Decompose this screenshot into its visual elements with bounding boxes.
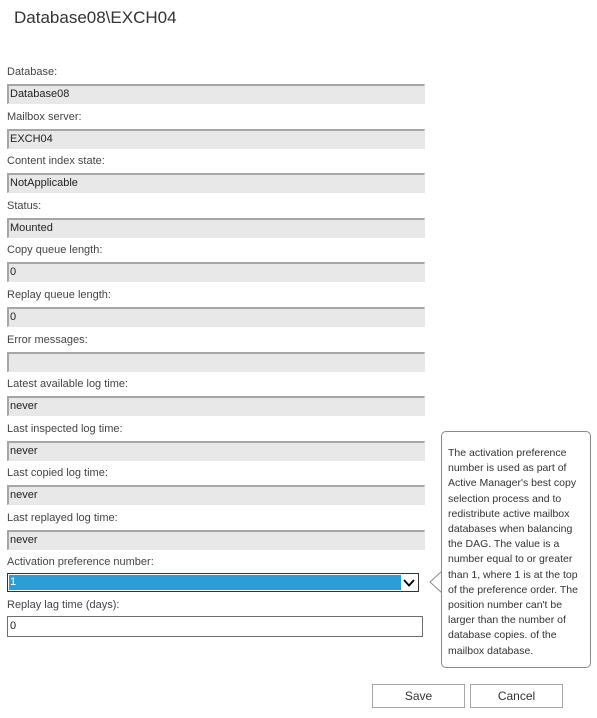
last-inspected-log-time-label: Last inspected log time:: [7, 423, 123, 435]
mailbox-server-field: [7, 110, 425, 149]
error-messages-field: [7, 333, 425, 372]
latest-available-log-time-label: Latest available log time:: [7, 378, 129, 390]
replay-queue-length-value: 0: [7, 307, 425, 327]
latest-available-log-time-field: [7, 377, 425, 416]
last-inspected-log-time-field: [7, 422, 425, 461]
database-field: [7, 65, 425, 104]
mailbox-server-label: Mailbox server:: [7, 111, 82, 123]
replay-queue-length-field: [7, 288, 425, 327]
last-copied-log-time-value: never: [7, 485, 425, 505]
last-copied-log-time-label: Last copied log time:: [7, 467, 108, 479]
help-callout: [441, 431, 591, 668]
last-copied-log-time-field: [7, 466, 425, 505]
page-title: Database08\EXCH04: [14, 8, 177, 27]
content-index-state-field: [7, 154, 425, 193]
last-replayed-log-time-label: Last replayed log time:: [7, 512, 118, 524]
last-replayed-log-time-value: never: [7, 530, 425, 550]
database-value: Database08: [7, 84, 425, 104]
status-field: [7, 199, 425, 238]
mailbox-server-value: EXCH04: [7, 129, 425, 149]
content-index-state-value: NotApplicable: [7, 173, 425, 193]
last-inspected-log-time-value: never: [7, 441, 425, 461]
status-value: Mounted: [7, 218, 425, 238]
chevron-down-icon[interactable]: [401, 574, 417, 591]
error-messages-value: [7, 352, 425, 372]
cancel-button[interactable]: Cancel: [470, 684, 563, 708]
latest-available-log-time-value: never: [7, 396, 425, 416]
content-index-state-label: Content index state:: [7, 155, 105, 167]
activation-preference-field: [7, 555, 425, 592]
status-label: Status:: [7, 200, 42, 212]
replay-queue-length-label: Replay queue length:: [7, 289, 111, 301]
copy-queue-length-value: 0: [7, 262, 425, 282]
save-button[interactable]: Save: [372, 684, 465, 708]
activation-preference-label: Activation preference number:: [7, 556, 154, 568]
copy-queue-length-field: [7, 243, 425, 282]
replay-lag-time-label: Replay lag time (days):: [7, 599, 120, 611]
last-replayed-log-time-field: [7, 511, 425, 550]
copy-queue-length-label: Copy queue length:: [7, 244, 103, 256]
error-messages-label: Error messages:: [7, 334, 88, 346]
database-label: Database:: [7, 66, 58, 78]
activation-preference-select[interactable]: [7, 573, 419, 592]
replay-lag-time-input[interactable]: 0: [7, 616, 423, 637]
activation-preference-value: 1: [9, 575, 401, 590]
replay-lag-time-field: [7, 598, 425, 637]
help-text: The activation preference number is used as part of Active Manager's best copy selection process and to redistribute active mailbox databases when balancing the DAG. The value is a number equal to or greater than 1, where 1 is at the top of the preference order. The position number can't be larger than the number of database copies. of the mailbox database.: [448, 447, 578, 657]
